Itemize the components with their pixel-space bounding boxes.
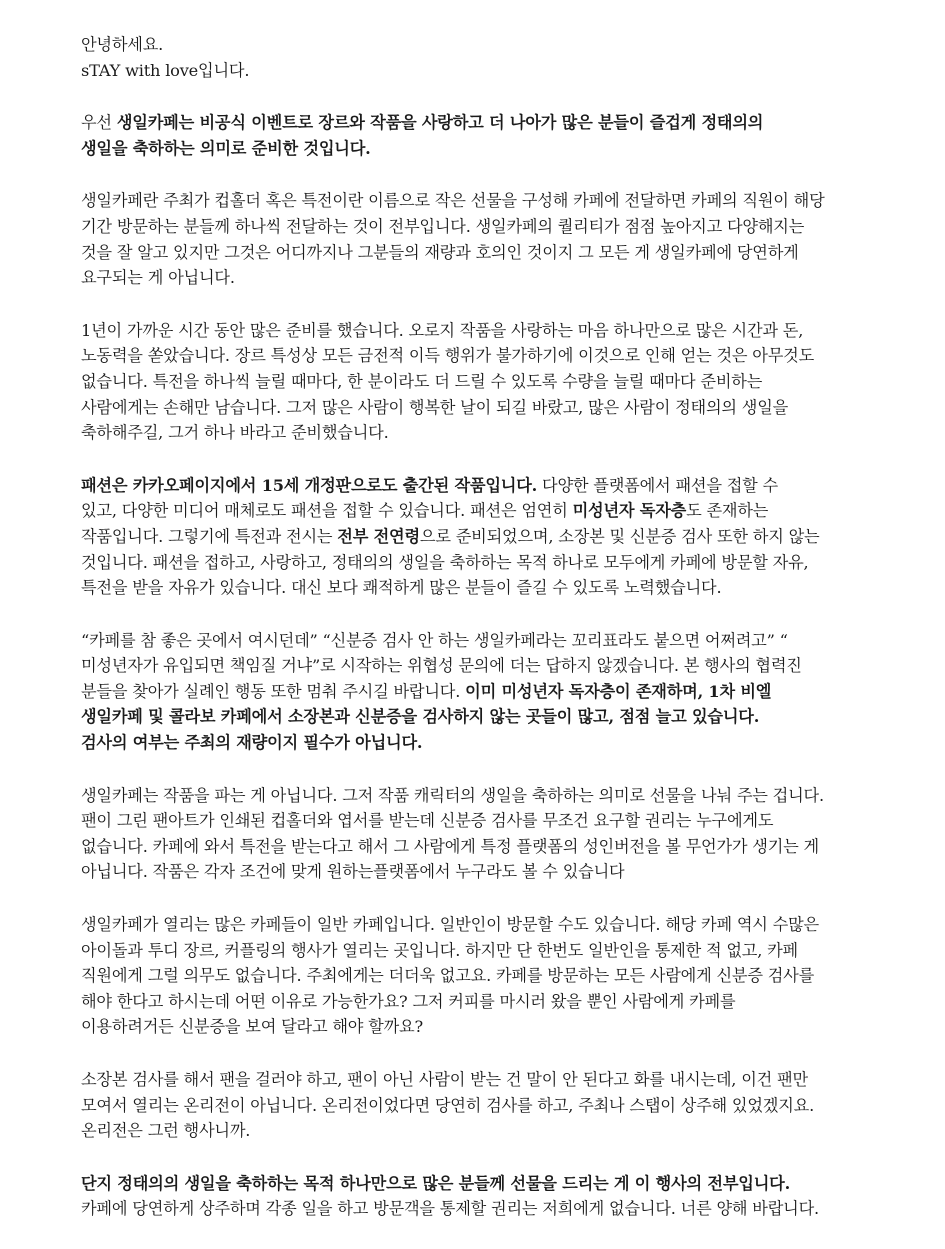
bold-text: 패션은 카카오페이지에서 15세 개정판으로도 출간된 작품입니다.: [81, 475, 538, 495]
text-line: [81, 730, 871, 756]
text-line: [81, 834, 871, 860]
body-text: 으로 준비되었으며, 소장본 및 신분증 검사 또한 하지 않는: [419, 526, 820, 546]
body-text: 특전을 받을 자유가 있습니다. 대신 보다 쾌적하게 많은 분들이 즐길 수 있도록 노력했습니다.: [81, 578, 722, 598]
body-text: 노동력을 쏟았습니다. 장르 특성상 모든 금전적 이득 행위가 불가하기에 이것으로 인해 얻는 것은 아무것도: [81, 346, 815, 366]
body-text: 도 존재하는: [686, 501, 769, 521]
text-line: [81, 395, 871, 421]
text-line: [81, 912, 871, 938]
body-text: 카페에 당연하게 상주하며 각종 일을 하고 방문객을 통제할 권리는 저희에게 없습니다. 너른 양해 바랍니다.: [81, 1199, 819, 1219]
body-text: 분들을 찾아가 실례인 행동 또한 멈춰 주시길 바랍니다.: [81, 681, 466, 701]
body-text: 아닙니다. 작품은 각자 조건에 맞게 원하는플랫폼에서 누구라도 볼 수 있습니다: [81, 862, 625, 882]
paragraph: [81, 912, 871, 1040]
text-line: [81, 653, 871, 679]
text-line: [81, 963, 871, 989]
body-text: 이용하려거든 신분증을 보여 달라고 해야 할까요?: [81, 1017, 423, 1037]
text-line: [81, 859, 871, 885]
paragraph: [81, 318, 871, 446]
text-line: [81, 343, 871, 369]
body-text: 소장본 검사를 해서 팬을 걸러야 하고, 팬이 아닌 사람이 받는 건 말이 안 된다고 화를 내시는데, 이건 팬만: [81, 1070, 808, 1089]
body-text: 축하해주길, 그거 하나 바라고 준비했습니다.: [81, 423, 389, 443]
bold-text: 생일을 축하하는 의미로 준비한 것입니다.: [81, 138, 371, 158]
body-text: “카페를 참 좋은 곳에서 여시던데” “신분증 검사 안 하는 생일카페라는 꼬리표라도 붙으면 어쩌려고” “: [81, 630, 788, 650]
body-text: 없습니다. 특전을 하나씩 늘릴 때마다, 한 분이라도 더 드릴 수 있도록 수량을 늘릴 때마다 준비하는: [81, 371, 763, 391]
text-line: [81, 1014, 871, 1040]
body-text: 1년이 가까운 시간 동안 많은 준비를 했습니다. 오로지 작품을 사랑하는 마음 하나만으로 많은 시간과 돈,: [81, 320, 804, 340]
paragraph: [81, 628, 871, 756]
text-line: [81, 369, 871, 395]
body-text: sTAY with love입니다.: [81, 60, 250, 80]
body-text: 직원에게 그럴 의무도 없습니다. 주최에게는 더더욱 없고요. 카페를 방문하는 모든 사람에게 신분증 검사를: [81, 966, 815, 986]
text-line: [81, 318, 871, 344]
text-line: [81, 679, 871, 705]
body-text: 우선: [81, 113, 117, 133]
text-line: [81, 240, 871, 266]
body-text: 사람에게는 손해만 남습니다. 그저 많은 사람이 행복한 날이 되길 바랐고, 많은 사람이 정태의의 생일을: [81, 397, 789, 417]
body-text: 있고, 다양한 미디어 매체로도 패션을 접할 수 있습니다. 패션은 엄연히: [81, 501, 573, 521]
body-text: 없습니다. 카페에 와서 특전을 받는다고 해서 그 사람에게 특정 플랫폼의 성인버전을 볼 무언가가 생기는 게: [81, 836, 819, 856]
text-line: [81, 420, 871, 446]
paragraph: [81, 1171, 871, 1222]
bold-text: 생일카페는 비공식 이벤트로 장르와 작품을 사랑하고 더 나아가 많은 분들이 즐겁게 정태의의: [116, 113, 764, 133]
text-line: [81, 188, 871, 214]
text-line: [81, 575, 871, 601]
text-line: [81, 58, 871, 84]
body-text: 다양한 플랫폼에서 패션을 접할 수: [537, 475, 778, 495]
body-text: 것입니다. 패션을 접하고, 사랑하고, 정태의의 생일을 축하하는 목적 하나로 모두에게 카페에 방문할 자유,: [81, 552, 809, 572]
paragraph: [81, 473, 871, 601]
text-line: [81, 524, 871, 550]
body-text: 것을 잘 알고 있지만 그것은 어디까지나 그분들의 재량과 호의인 것이지 그 모든 게 생일카페에 당연하게: [81, 242, 799, 262]
body-text: 온리전은 그런 행사니까.: [81, 1121, 251, 1141]
text-line: [81, 1196, 871, 1222]
body-text: 팬이 그린 팬아트가 인쇄된 컵홀더와 엽서를 받는데 신분증 검사를 무조건 요구할 권리는 누구에게도: [81, 811, 774, 831]
body-text: 기간 방문하는 분들께 하나씩 전달하는 것이 전부입니다. 생일카페의 퀄리티가 점점 높아지고 다양해지는: [81, 216, 805, 236]
text-line: [81, 938, 871, 964]
bold-text: 검사의 여부는 주최의 재량이지 필수가 아닙니다.: [81, 733, 423, 753]
text-line: [81, 136, 871, 162]
text-line: [81, 808, 871, 834]
bold-text: 생일카페 및 콜라보 카페에서 소장본과 신분증을 검사하지 않는 곳들이 많고, 점점 늘고 있습니다.: [81, 707, 760, 727]
body-text: 작품입니다. 그렇기에 특전과 전시는: [81, 526, 338, 546]
body-text: 생일카페란 주최가 컵홀더 혹은 특전이란 이름으로 작은 선물을 구성해 카페에 전달하면 카페의 직원이 해당: [81, 191, 825, 211]
bold-text: 미성년자 독자층: [572, 501, 687, 521]
text-line: [81, 265, 871, 291]
text-line: [81, 214, 871, 240]
paragraph: [81, 1067, 871, 1144]
text-line: [81, 989, 871, 1015]
body-text: 아이돌과 투디 장르, 커플링의 행사가 열리는 곳입니다. 하지만 단 한번도 일반인을 통제한 적 없고, 카페: [81, 940, 798, 960]
text-line: [81, 1118, 871, 1144]
body-text: 요구되는 게 아닙니다.: [81, 268, 235, 288]
bold-text: 이미 미성년자 독자층이 존재하며, 1차 비엘: [465, 681, 772, 701]
bold-text: 전부 전연령: [337, 526, 420, 546]
text-line: [81, 473, 871, 499]
text-line: [81, 783, 871, 809]
body-text: 안녕하세요.: [81, 35, 164, 54]
text-line: [81, 110, 871, 136]
bold-text: 단지 정태의의 생일을 축하하는 목적 하나만으로 많은 분들께 선물을 드리는 게 이 행사의 전부입니다.: [81, 1173, 791, 1193]
text-line: [81, 704, 871, 730]
body-text: 생일카페가 열리는 많은 카페들이 일반 카페입니다. 일반인이 방문할 수도 있습니다. 해당 카페 역시 수많은: [81, 915, 819, 935]
paragraph: [81, 783, 871, 885]
text-line: [81, 1067, 871, 1093]
text-line: [81, 1171, 871, 1197]
text-line: [81, 32, 871, 58]
body-text: 생일카페는 작품을 파는 게 아닙니다. 그저 작품 캐릭터의 생일을 축하하는 의미로 선물을 나눠 주는 겁니다.: [81, 785, 824, 805]
text-line: [81, 1093, 871, 1119]
paragraph: [81, 32, 871, 83]
body-text: 모여서 열리는 온리전이 아닙니다. 온리전이었다면 당연히 검사를 하고, 주최나 스탭이 상주해 있었겠지요.: [81, 1095, 815, 1115]
body-text: 미성년자가 유입되면 책임질 거냐”로 시작하는 위협성 문의에 더는 답하지 않겠습니다. 본 행사의 협력진: [81, 656, 802, 676]
text-line: [81, 628, 871, 654]
text-line: [81, 550, 871, 576]
notice-document: [81, 32, 871, 1249]
paragraph: [81, 188, 871, 290]
text-line: [81, 498, 871, 524]
paragraph: [81, 110, 871, 161]
body-text: 해야 한다고 하시는데 어떤 이유로 가능한가요? 그저 커피를 마시러 왔을 뿐인 사람에게 카페를: [81, 991, 736, 1011]
